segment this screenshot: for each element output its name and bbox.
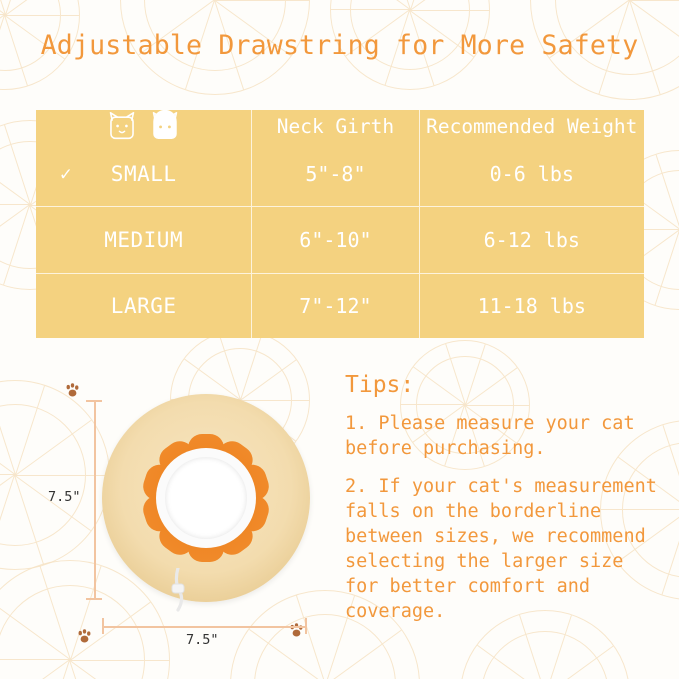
cat-face-icon-right	[150, 110, 180, 142]
header-cell-cat-icons	[36, 110, 252, 142]
width-dimension-label: 7.5"	[186, 632, 219, 648]
citrus-wedge-line	[0, 385, 16, 475]
height-guide-tick-bottom	[86, 598, 102, 600]
size-cell-medium	[36, 207, 252, 273]
citrus-wedge-line	[0, 659, 70, 660]
citrus-wedge-line	[14, 475, 44, 565]
citrus-wedge-line	[0, 474, 15, 530]
size-label: SMALL	[110, 162, 177, 187]
size-label: MEDIUM	[104, 227, 184, 252]
citrus-wedge-line	[630, 0, 679, 1]
drawstring	[168, 568, 194, 614]
citrus-wedge-line	[69, 660, 150, 679]
height-guide-line	[94, 400, 96, 598]
citrus-wedge-line	[0, 204, 30, 205]
header-cell-weight: Recommended Weight	[426, 114, 638, 138]
size-label: LARGE	[110, 293, 177, 318]
paw-print-icon	[288, 622, 305, 639]
citrus-wedge-line	[0, 659, 70, 679]
width-guide-tick-left	[102, 618, 104, 634]
tips-section	[345, 372, 665, 638]
citrus-wedge-line	[70, 660, 169, 661]
header-cell-neck-girth: Neck Girth	[252, 110, 419, 142]
page-title: Adjustable Drawstring for More Safety	[40, 30, 639, 61]
tip-item-1: 1. Please measure your cat before purchasing.	[345, 413, 635, 459]
citrus-wedge-line	[0, 474, 15, 475]
weight-small: 0-6 lbs	[419, 142, 644, 207]
citrus-wedge-line	[4, 125, 31, 205]
product-photo	[48, 382, 311, 648]
size-cell-large	[36, 273, 252, 338]
citrus-wedge-line	[15, 386, 45, 476]
tips-heading: Tips:	[345, 372, 415, 398]
citrus-wedge-line	[410, 10, 489, 11]
collar-image	[102, 394, 310, 602]
paw-print-icon	[64, 382, 81, 399]
size-cell-small	[36, 142, 252, 207]
citrus-wedge-line	[331, 9, 410, 10]
size-chart	[36, 110, 644, 338]
paw-print-icon	[76, 628, 93, 645]
neck-girth-small: 5"-8"	[252, 142, 419, 207]
height-dimension-label: 7.5"	[48, 489, 81, 505]
collar-opening	[165, 457, 247, 539]
tip-item-2: 2. If your cat's measurement falls on the borderline between sizes, we recommend selecting the larger size for better comfort and coverage.	[345, 475, 657, 622]
cat-face-icon-left	[107, 110, 137, 142]
citrus-wedge-line	[5, 15, 79, 16]
citrus-wedge-line	[5, 0, 65, 16]
weight-medium: 6-12 lbs	[419, 207, 644, 273]
weight-large: 11-18 lbs	[477, 293, 586, 318]
citrus-wedge-line	[215, 0, 309, 1]
citrus-wedge-line	[655, 230, 679, 305]
citrus-wedge-line	[3, 205, 30, 285]
neck-girth-medium: 6"-10"	[252, 207, 419, 273]
cat-face-icons	[36, 110, 251, 142]
table-row[interactable]	[36, 142, 644, 207]
neck-girth-large: 7"-12"	[252, 273, 419, 338]
table-header-row	[36, 110, 644, 142]
table-row[interactable]	[36, 273, 644, 338]
width-guide-line	[102, 626, 306, 628]
table-row[interactable]	[36, 207, 644, 273]
height-guide-tick-top	[86, 400, 102, 402]
check-icon: ✓	[60, 163, 72, 186]
width-guide-tick-right	[305, 618, 307, 634]
citrus-wedge-line	[0, 475, 15, 565]
